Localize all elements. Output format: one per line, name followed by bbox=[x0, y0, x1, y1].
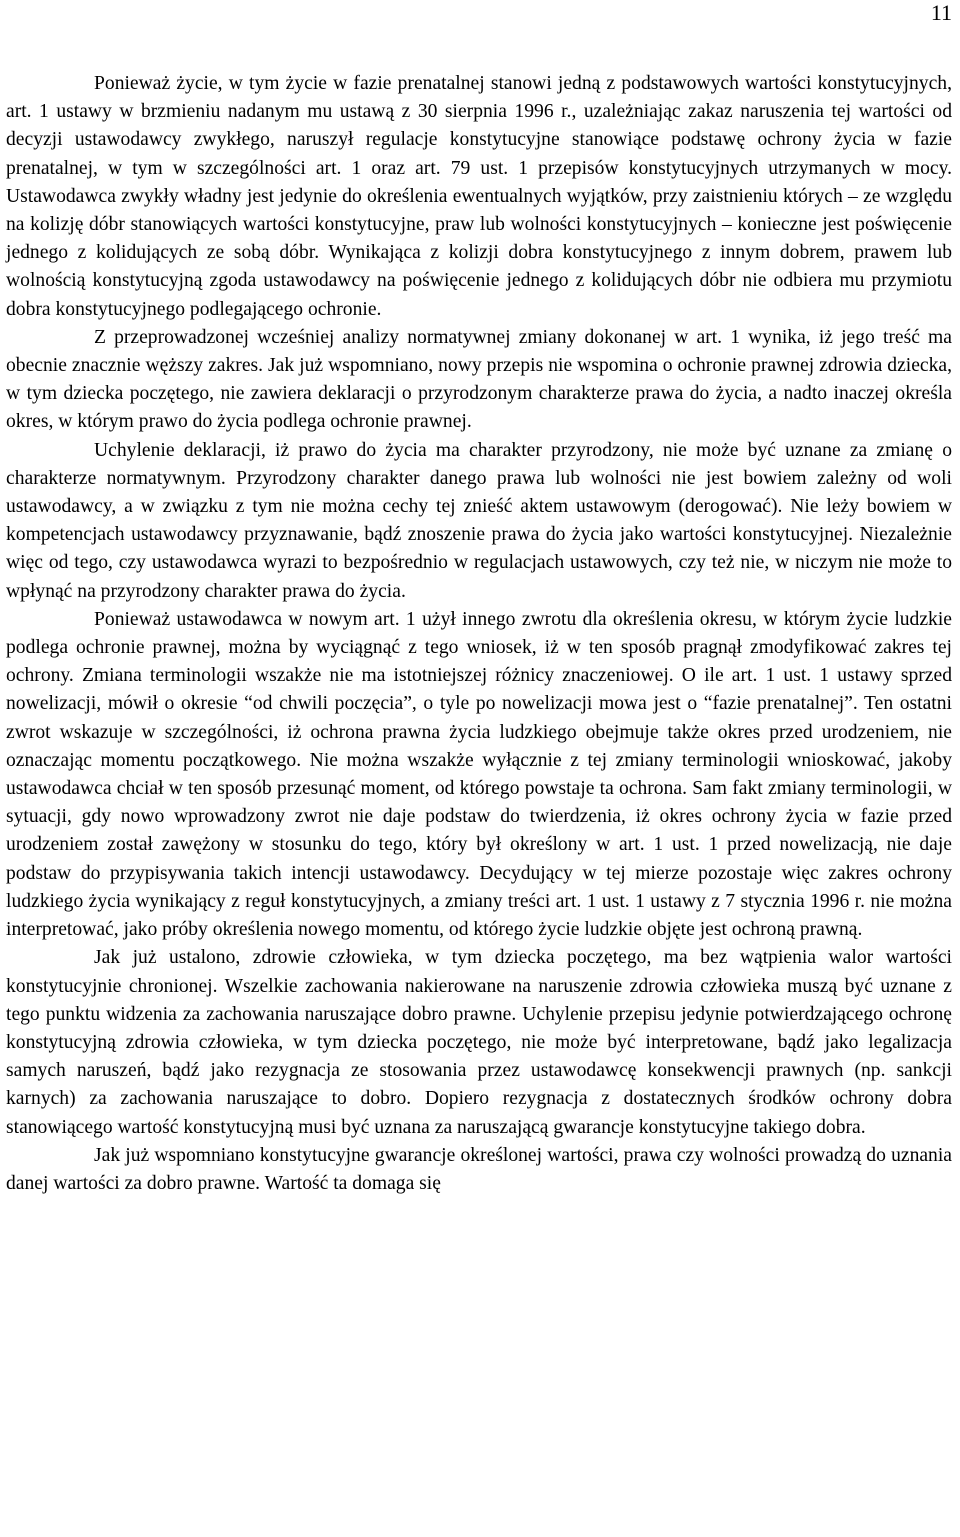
paragraph-2: Z przeprowadzonej wcześniej analizy normatywnej zmiany dokonanej w art. 1 wynika, iż jego treść ma obecnie znacznie węższy zakres. Jak już wspomniano, nowy przepis nie wspomina o ochronie prawnej zdrowia dziecka, w tym dziecka poczętego, nie zawiera deklaracji o przyrodzonym charakterze prawa do życia, a nadto inaczej określa okres, w którym prawo do życia podlega ochronie prawnej. bbox=[6, 326, 952, 433]
paragraph-5: Jak już ustalono, zdrowie człowieka, w tym dziecka poczętego, ma bez wątpienia walor wartości konstytucyjnie chronionej. Wszelkie zachowania nakierowane na naruszenie zdrowia człowieka muszą być uznane z tego punktu widzenia za zachowania naruszające dobro prawne. Uchylenie przepisu jedynie potwierdzającego ochronę konstytucyjną zdrowia człowieka, w tym dziecka poczętego, nie może być interpretowane, bądź jako legalizacja samych naruszeń, bądź jako rezygnacja ze stosowania przez ustawodawcę konsekwencji prawnych (np. sankcji karnych) za zachowania naruszające to dobro. Dopiero rezygnacja z dostatecznych środków ochrony dobra stanowiącego wartość konstytucyjną musi być uznana za naruszającą gwarancje konstytucyjne takiego dobra. bbox=[6, 947, 952, 1138]
paragraph-3: Uchylenie deklaracji, iż prawo do życia ma charakter przyrodzony, nie może być uznane za zmianę o charakterze normatywnym. Przyrodzony charakter danego prawa lub wolności nie jest bowiem zależny od woli ustawodawcy, a w związku z tym nie można cechy tej znieść aktem ustawowym (derogować). Nie leży bowiem w kompetencjach ustawodawcy przyznawanie, bądź znoszenie prawa do życia jako wartości konstytucyjnej. Niezależnie więc od tego, czy ustawodawca wyrazi to bezpośrednio w regulacjach ustawowych, czy też nie, w niczym nie może to wpłynąć na przyrodzony charakter prawa do życia. bbox=[6, 439, 952, 602]
paragraph-4: Ponieważ ustawodawca w nowym art. 1 użył innego zwrotu dla określenia okresu, w którym życie ludzkie podlega ochronie prawnej, można by wyciągnąć z tego wniosek, iż w ten sposób pragnął zmodyfikować zakres tej ochrony. Zmiana terminologii wszakże nie ma istotniejszej różnicy znaczeniowej. O ile art. 1 ust. 1 ustawy sprzed nowelizacji, mówił o okresie “od chwili poczęcia”, o tyle po nowelizacji mowa jest o “fazie prenatalnej”. Ten ostatni zwrot wskazuje w szczególności, iż ochrona prawna życia ludzkiego obejmuje także okres przed urodzeniem, nie oznaczając momentu początkowego. Nie można wszakże wyłącznie z tej zmiany terminologii wnioskować, jakoby ustawodawca chciał w ten sposób przesunąć moment, od którego powstaje ta ochrona. Sam fakt zmiany terminologii, w sytuacji, gdy nowo wprowadzony zwrot nie daje podstaw do twierdzenia, iż okres ochrony życia w fazie przed urodzeniem został zawężony w stosunku do tego, który był określony w art. 1 ust. 1 przed nowelizacją, nie daje podstaw do przypisywania takich intencji ustawodawcy. Decydujący w tej mierze pozostaje więc zakres ochrony ludzkiego życia wynikający z reguł konstytucyjnych, a zmiany treści art. 1 ust. 1 ustawy z 7 stycznia 1996 r. nie można interpretować, jako próby określenia nowego momentu, od którego życie ludzkie objęte jest ochroną prawną. bbox=[6, 608, 952, 941]
page-number: 11 bbox=[930, 0, 952, 25]
body-text bbox=[6, 70, 952, 1198]
paragraph-6: Jak już wspomniano konstytucyjne gwarancje określonej wartości, prawa czy wolności prowadzą do uznania danej wartości za dobro prawne. Wartość ta domaga się bbox=[6, 1144, 952, 1194]
paragraph-1: Ponieważ życie, w tym życie w fazie prenatalnej stanowi jedną z podstawowych wartości konstytucyjnych, art. 1 ustawy w brzmieniu nadanym mu ustawą z 30 sierpnia 1996 r., uzależniając zakaz naruszenia tej wartości od decyzji ustawodawcy zwykłego, naruszył regulacje konstytucyjne stanowiące podstawę ochrony życia w fazie prenatalnej, w tym w szczególności art. 1 oraz art. 79 ust. 1 przepisów konstytucyjnych utrzymanych w mocy. Ustawodawca zwykły władny jest jedynie do określenia ewentualnych wyjątków, przy zaistnieniu których – ze względu na kolizję dóbr stanowiących wartości konstytucyjne, praw lub wolności konstytucyjnych – konieczne jest poświęcenie jednego z kolidujących ze sobą dóbr. Wynikająca z kolizji dobra konstytucyjnego z innym dobrem, prawem lub wolnością konstytucyjną zgoda ustawodawcy na poświęcenie jednego z kolidujących dóbr nie odbiera mu przymiotu dobra konstytucyjnego podlegającego ochronie. bbox=[6, 73, 952, 320]
